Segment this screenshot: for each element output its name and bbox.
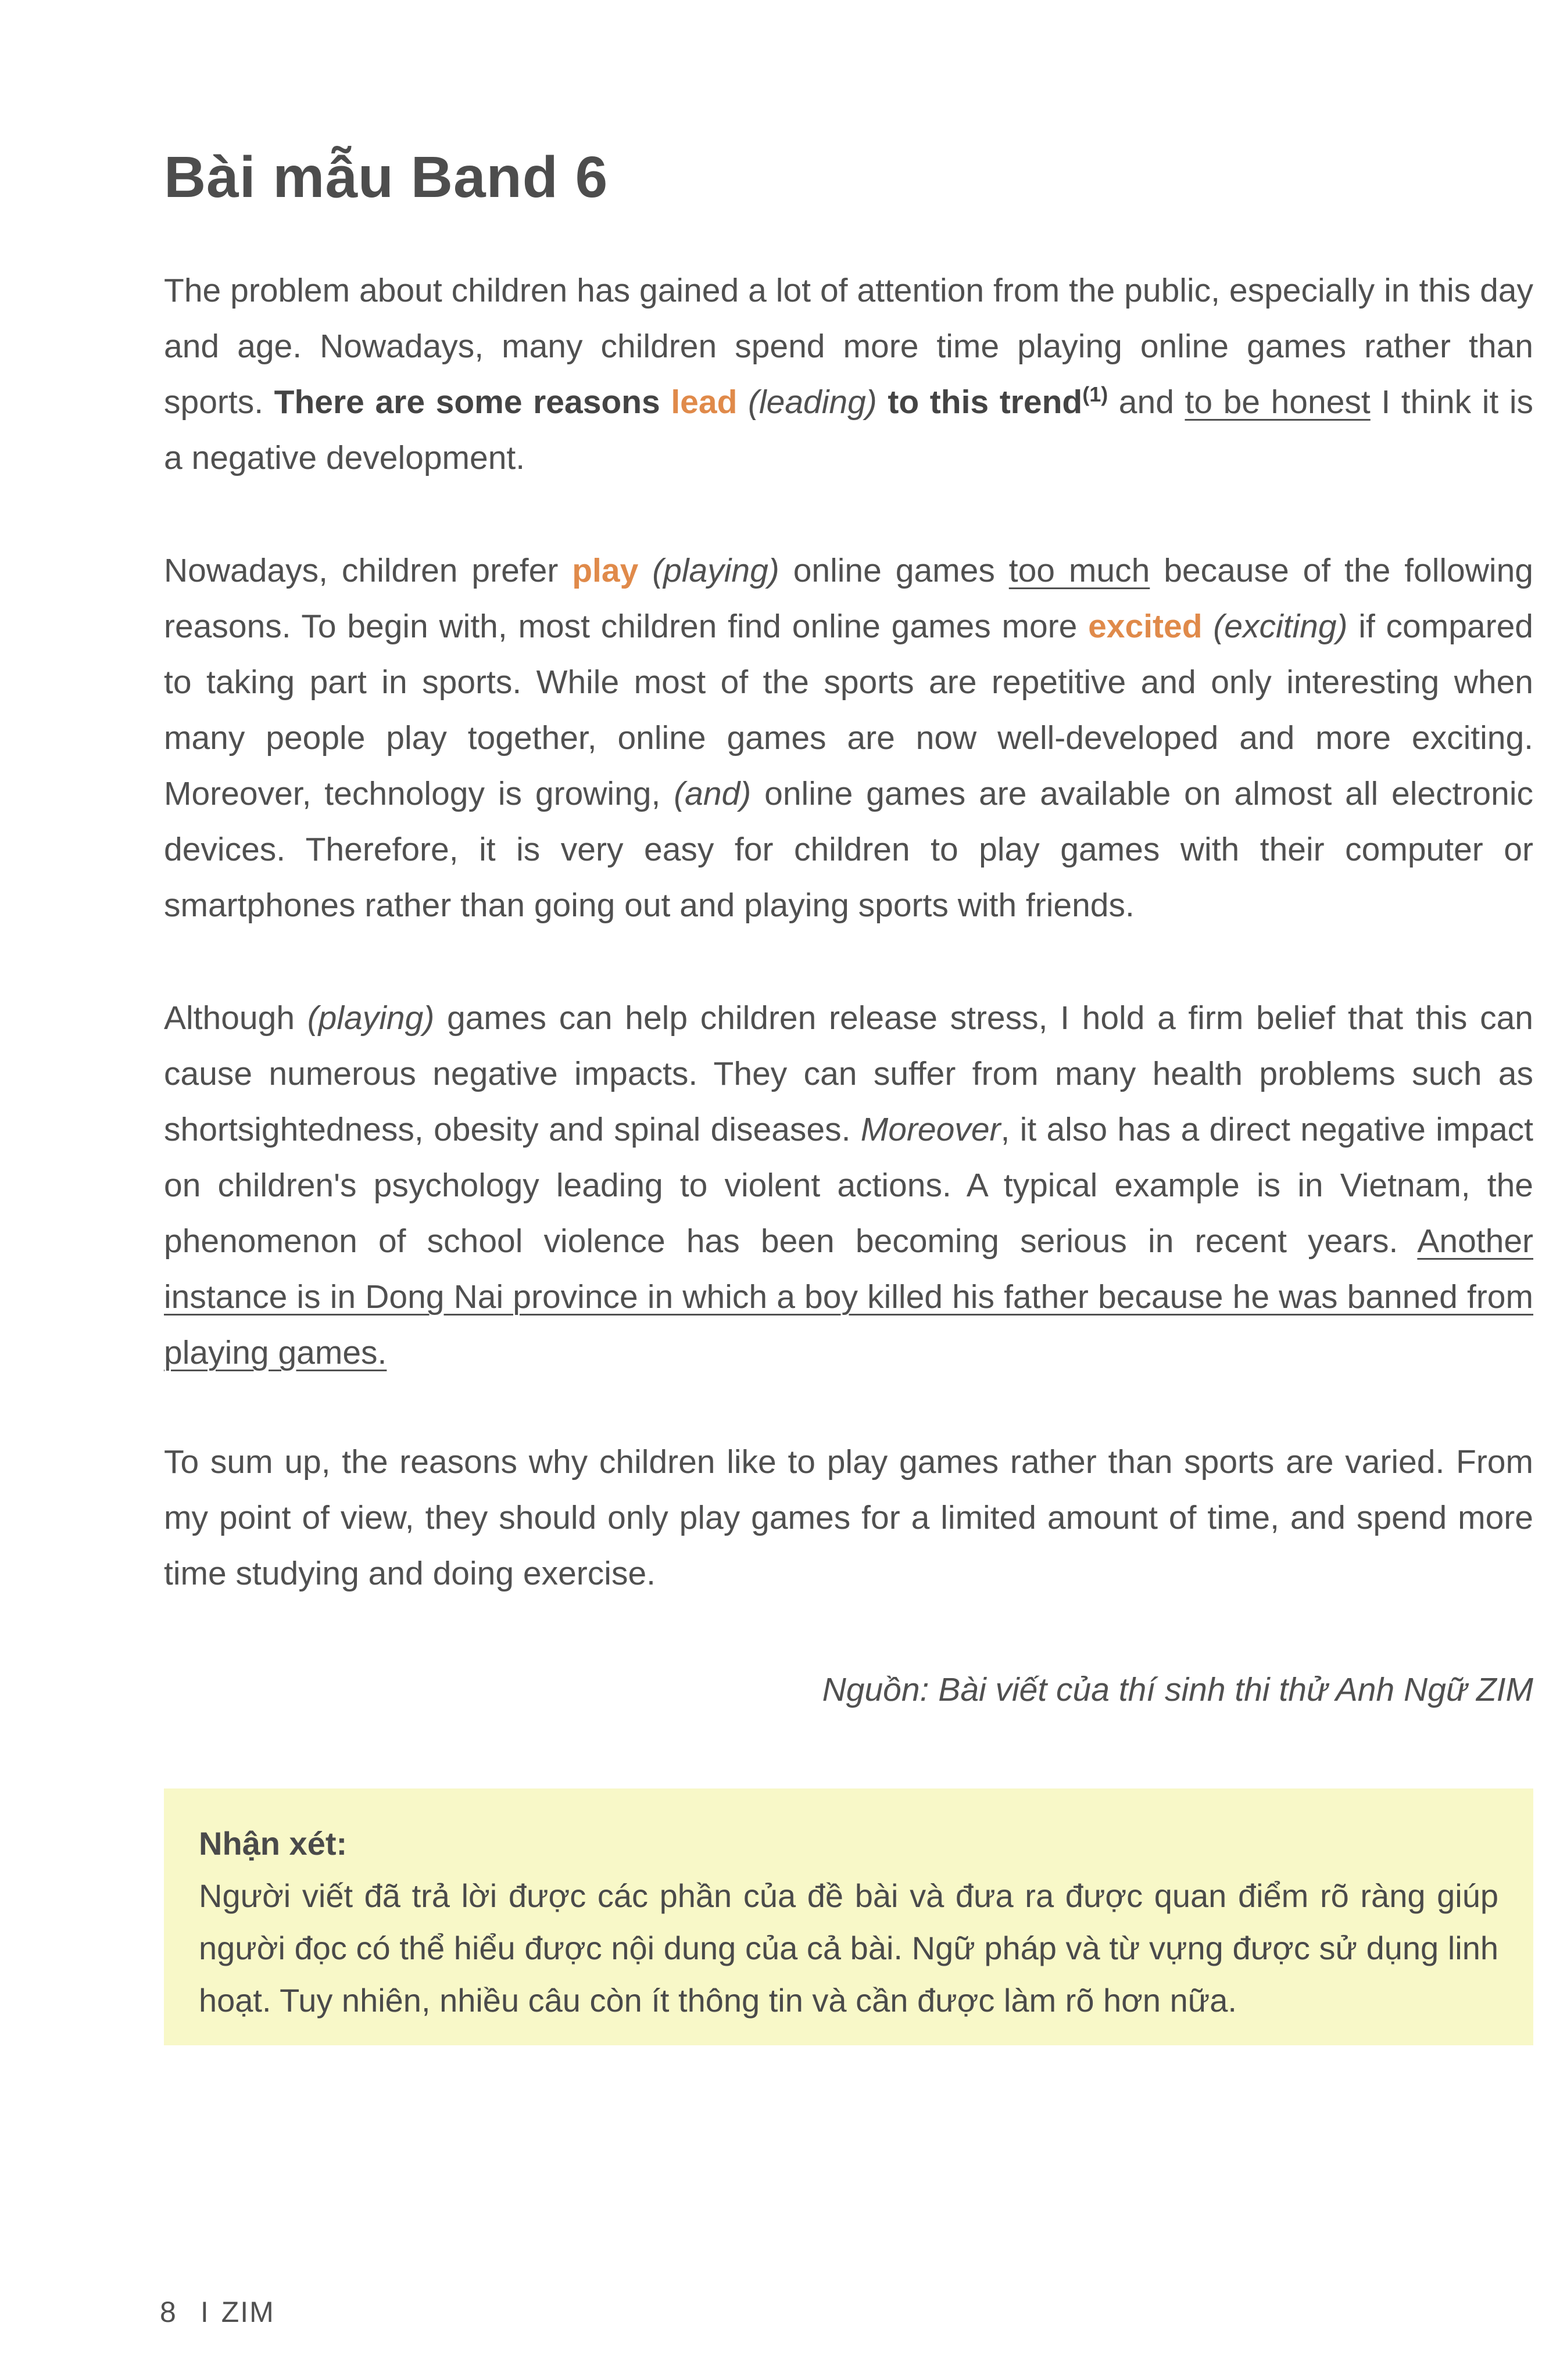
correction: (and) [674, 775, 752, 812]
page-number: 8 [160, 2296, 177, 2328]
paragraph-body-1 [164, 543, 1533, 933]
correction: (playing) [638, 552, 779, 589]
text-segment: Although [164, 999, 307, 1037]
underlined-phrase: Another instance is in Dong Nai province in which a boy killed his father because he was banned from playing games. [164, 1223, 1533, 1371]
footer-separator: I [200, 2296, 210, 2328]
footer-brand: ZIM [221, 2296, 275, 2328]
bold-phrase: There are some reasons [274, 383, 671, 421]
text-segment: I think it is a negative development. [164, 383, 1534, 476]
text-segment: online games [779, 552, 1009, 589]
error-word: lead [671, 383, 738, 421]
comment-text: Người viết đã trả lời được các phần của đề bài và đưa ra được quan điểm rõ ràng giúp người đọc có thể hiểu được nội dung của cả bài. Ngữ pháp và từ vựng được sử dụng linh hoạt. Tuy nhiên, nhiều câu còn ít thông tin và cần được làm rõ hơn nữa. [199, 1877, 1498, 2019]
text-segment: To sum up, the reasons why children like to play games rather than sports are varied. From my point of view, they should only play games for a limited amount of time, and spend more time studying and doing exercise. [164, 1443, 1533, 1592]
footnote-marker: (1) [1082, 382, 1108, 406]
correction: (playing) [307, 999, 435, 1037]
text-segment: and [1108, 383, 1185, 421]
paragraph-conclusion [164, 1434, 1533, 1601]
text-segment: because of the following reasons. To begin with, most children find online games more [164, 552, 1533, 645]
paragraph-introduction [164, 263, 1533, 486]
page-footer [160, 2295, 275, 2329]
text-segment: games can help children release stress, I hold a firm belief that this can cause numerous negative impacts. They can suffer from many health problems such as shortsightedness, obesity and spinal diseases. [164, 999, 1534, 1148]
page-title: Bài mẫu Band 6 [164, 145, 609, 210]
error-word: excited [1088, 608, 1203, 645]
text-segment: online games are available on almost all electronic devices. Therefore, it is very easy for children to play games with their computer or smartphones rather than going out and playing sports with friends. [164, 775, 1533, 924]
error-word: play [572, 552, 639, 589]
underlined-phrase: too much [1008, 552, 1150, 589]
paragraph-body-2 [164, 990, 1533, 1381]
comment-box [164, 1788, 1533, 2045]
text-segment: , it also has a direct negative impact on children's psychology leading to violent actions. A typical example is in Vietnam, the phenomenon of school violence has been becoming serious in recent years. [164, 1111, 1533, 1260]
underlined-phrase: to be honest [1185, 383, 1371, 421]
italic-word: Moreover [860, 1111, 1001, 1148]
text-segment: if compared to taking part in sports. While most of the sports are repetitive and only interesting when many people play together, online games are now well-developed and more exciting. Moreover, technology is growing, [164, 608, 1533, 812]
comment-label: Nhận xét: [199, 1825, 348, 1862]
bold-phrase: to this trend [888, 383, 1083, 421]
correction: (leading) [737, 383, 888, 421]
correction: (exciting) [1202, 608, 1348, 645]
source-citation: Nguồn: Bài viết của thí sinh thi thử Anh Ngữ ZIM [822, 1671, 1533, 1708]
text-segment: The problem about children has gained a lot of attention from the public, especially in this day and age. Nowadays, many children spend more time playing online games rather than sports. [164, 272, 1533, 421]
text-segment: Nowadays, children prefer [164, 552, 573, 589]
